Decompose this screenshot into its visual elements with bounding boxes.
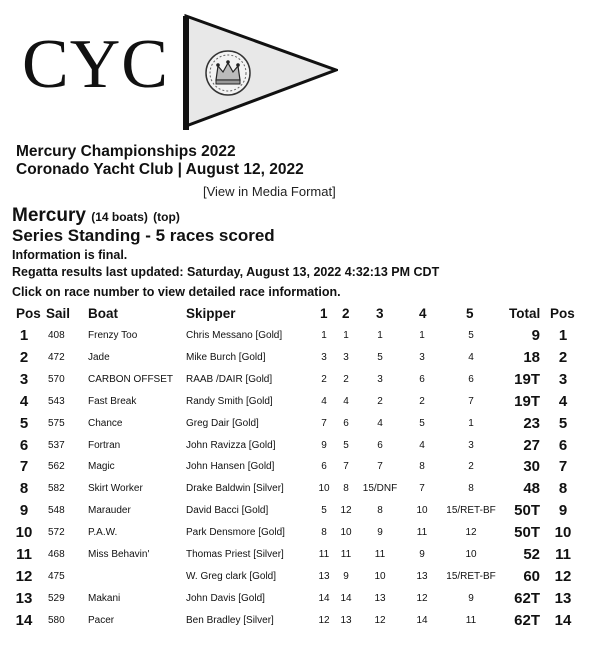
- row-skipper: Mike Burch [Gold]: [186, 351, 266, 363]
- row-race-2: 4: [343, 395, 349, 407]
- row-race-3: 11: [374, 549, 386, 560]
- row-total: 50T: [514, 502, 540, 520]
- row-skipper: David Bacci [Gold]: [186, 505, 269, 517]
- row-sail: 472: [48, 351, 65, 363]
- header-skipper: Skipper: [186, 306, 236, 321]
- row-pos: 12: [15, 567, 33, 585]
- row-sail: 582: [48, 483, 65, 495]
- row-boat: Fast Break: [88, 395, 137, 407]
- row-race-5: 2: [468, 461, 474, 473]
- row-race-1: 5: [321, 505, 327, 517]
- row-race-1: 11: [318, 549, 330, 560]
- row-race-2: 2: [343, 373, 349, 385]
- table-row: [0, 393, 592, 415]
- row-race-3: 15/DNF: [362, 483, 398, 495]
- table-row: [0, 524, 592, 546]
- table-row: [0, 415, 592, 437]
- row-pos: 4: [19, 392, 29, 410]
- row-race-5: 5: [468, 330, 474, 341]
- last-updated: Regatta results last updated: Saturday, August 13, 2022 4:32:13 PM CDT: [12, 265, 440, 279]
- row-sail: 537: [48, 439, 65, 451]
- header-total: Total: [509, 306, 541, 321]
- row-skipper: Thomas Priest [Silver]: [186, 549, 284, 560]
- row-sail: 529: [48, 592, 65, 604]
- fleet-boat-count: (14 boats): [91, 210, 148, 224]
- row-boat: Skirt Worker: [88, 483, 143, 495]
- header-pos: Pos: [16, 306, 41, 321]
- row-total-pos: 2: [558, 348, 568, 366]
- row-total: 62T: [514, 589, 540, 607]
- row-sail: 580: [48, 614, 65, 626]
- row-pos: 2: [19, 348, 29, 366]
- row-skipper: Chris Messano [Gold]: [186, 330, 283, 341]
- row-total: 60: [523, 567, 540, 585]
- row-race-2: 5: [343, 439, 349, 451]
- crown-emblem-icon: [206, 51, 250, 95]
- row-skipper: Randy Smith [Gold]: [186, 395, 273, 407]
- row-total: 30: [523, 458, 540, 476]
- row-total: 27: [523, 436, 540, 454]
- row-total: 52: [523, 546, 540, 563]
- row-race-5: 7: [468, 395, 474, 407]
- row-race-1: 7: [321, 417, 327, 429]
- row-pos: 10: [15, 524, 33, 542]
- row-boat: Pacer: [88, 614, 115, 626]
- row-race-2: 9: [343, 570, 349, 582]
- row-boat: Chance: [88, 417, 123, 429]
- row-race-4: 13: [416, 570, 428, 582]
- row-total: 19T: [514, 392, 540, 410]
- table-row: [0, 568, 592, 590]
- row-race-1: 4: [321, 395, 327, 407]
- row-race-5: 4: [468, 351, 474, 363]
- header-boat: Boat: [88, 306, 118, 321]
- row-race-1: 13: [318, 570, 330, 582]
- row-race-3: 13: [374, 592, 386, 604]
- row-race-2: 10: [340, 527, 352, 539]
- row-race-2: 12: [340, 505, 352, 517]
- fleet-heading: [12, 205, 180, 227]
- table-row: [0, 546, 592, 568]
- row-total: 50T: [514, 524, 540, 542]
- row-race-2: 8: [343, 483, 349, 495]
- row-boat: Miss Behavin': [88, 549, 150, 560]
- row-sail: 408: [48, 330, 65, 341]
- row-total: 18: [523, 348, 540, 366]
- row-race-4: 11: [416, 527, 428, 539]
- row-pos: 3: [19, 370, 29, 388]
- row-skipper: John Davis [Gold]: [186, 592, 265, 604]
- row-total: 9: [531, 327, 540, 344]
- row-sail: 475: [48, 570, 65, 582]
- table-row: [0, 458, 592, 480]
- row-boat: Frenzy Too: [88, 330, 138, 341]
- row-race-3: 5: [377, 351, 383, 363]
- row-race-5: 8: [468, 483, 474, 495]
- row-total-pos: 11: [555, 546, 571, 563]
- row-race-2: 7: [343, 461, 349, 473]
- row-race-5: 11: [465, 614, 477, 626]
- row-sail: 548: [48, 505, 65, 517]
- row-race-5: 10: [465, 549, 477, 560]
- header-total-pos: Pos: [550, 306, 575, 321]
- row-race-2: 11: [340, 549, 352, 560]
- header-sail: Sail: [46, 306, 71, 321]
- club-logo: [14, 8, 334, 128]
- row-pos: 13: [15, 589, 33, 607]
- row-total-pos: 14: [554, 611, 572, 629]
- row-total-pos: 13: [554, 589, 572, 607]
- row-pos: 9: [19, 502, 29, 520]
- header-race-2[interactable]: 2: [342, 306, 350, 321]
- row-boat: Makani: [88, 592, 121, 604]
- row-sail: 543: [48, 395, 65, 407]
- row-sail: 575: [48, 417, 65, 429]
- row-total: 62T: [514, 611, 540, 629]
- row-sail: 468: [48, 549, 65, 560]
- row-total-pos: 1: [558, 327, 568, 344]
- row-skipper: RAAB /DAIR [Gold]: [186, 373, 273, 385]
- row-race-1: 3: [321, 351, 327, 363]
- row-race-3: 7: [377, 461, 383, 473]
- row-race-1: 9: [321, 439, 327, 451]
- row-race-4: 2: [419, 395, 425, 407]
- row-boat: Fortran: [88, 439, 121, 451]
- row-race-2: 1: [343, 330, 349, 341]
- row-pos: 1: [19, 327, 29, 344]
- row-skipper: Park Densmore [Gold]: [186, 527, 285, 539]
- click-instructions: Click on race number to view detailed race information.: [12, 285, 341, 299]
- regatta-title: Mercury Championships 2022: [16, 143, 236, 160]
- row-race-4: 4: [419, 439, 425, 451]
- row-race-4: 14: [416, 614, 428, 626]
- row-race-4: 3: [419, 351, 425, 363]
- row-sail: 562: [48, 461, 65, 473]
- media-format-link[interactable]: [View in Media Format]: [203, 184, 336, 199]
- row-race-4: 10: [416, 505, 428, 517]
- row-total: 23: [523, 414, 540, 432]
- table-row: [0, 612, 592, 634]
- row-sail: 570: [48, 373, 65, 385]
- burgee-pennant-icon: [178, 8, 338, 133]
- top-link[interactable]: (top): [153, 210, 180, 224]
- row-race-1: 6: [321, 461, 327, 473]
- row-skipper: Ben Bradley [Silver]: [186, 614, 274, 626]
- row-race-2: 13: [340, 614, 352, 626]
- row-race-5: 6: [468, 373, 474, 385]
- row-pos: 11: [16, 546, 32, 563]
- table-row: [0, 480, 592, 502]
- table-row: [0, 437, 592, 459]
- row-skipper: Greg Dair [Gold]: [186, 417, 259, 429]
- table-row: [0, 502, 592, 524]
- row-total-pos: 5: [558, 414, 568, 432]
- table-row: [0, 371, 592, 393]
- row-pos: 8: [19, 480, 29, 498]
- row-race-2: 6: [343, 417, 349, 429]
- row-total-pos: 10: [554, 524, 572, 542]
- row-race-2: 14: [340, 592, 352, 604]
- row-boat: CARBON OFFSET: [88, 373, 174, 385]
- row-total-pos: 7: [558, 458, 568, 476]
- row-race-5: 15/RET-BF: [446, 570, 496, 582]
- header-race-3[interactable]: 3: [376, 306, 384, 321]
- header-race-1[interactable]: 1: [320, 306, 328, 321]
- row-race-1: 8: [321, 527, 327, 539]
- row-race-3: 2: [377, 395, 383, 407]
- row-race-4: 5: [419, 417, 425, 429]
- row-race-3: 3: [377, 373, 383, 385]
- row-pos: 6: [19, 436, 29, 454]
- regatta-subtitle: Coronado Yacht Club | August 12, 2022: [16, 161, 304, 178]
- row-race-3: 8: [377, 505, 383, 517]
- row-race-5: 1: [468, 417, 474, 429]
- row-total: 48: [523, 480, 540, 498]
- row-boat: Magic: [88, 461, 115, 473]
- row-total-pos: 9: [558, 502, 568, 520]
- row-race-2: 3: [343, 351, 349, 363]
- row-boat: Jade: [88, 351, 110, 363]
- row-skipper: John Hansen [Gold]: [186, 461, 275, 473]
- row-total-pos: 8: [558, 480, 568, 498]
- header-race-5[interactable]: 5: [466, 306, 474, 321]
- row-skipper: Drake Baldwin [Silver]: [186, 483, 284, 495]
- row-race-3: 10: [374, 570, 386, 582]
- row-pos: 5: [19, 414, 29, 432]
- row-sail: 572: [48, 527, 65, 539]
- row-race-1: 14: [318, 592, 330, 604]
- row-total-pos: 12: [554, 567, 572, 585]
- row-race-3: 12: [374, 614, 386, 626]
- row-race-5: 3: [468, 439, 474, 451]
- row-skipper: John Ravizza [Gold]: [186, 439, 276, 451]
- table-row: [0, 327, 592, 349]
- row-race-5: 15/RET-BF: [446, 505, 496, 517]
- header-race-4[interactable]: 4: [419, 306, 427, 321]
- table-row: [0, 349, 592, 371]
- row-race-1: 1: [321, 330, 327, 341]
- row-pos: 14: [15, 611, 33, 629]
- row-race-4: 12: [416, 592, 428, 604]
- row-race-1: 2: [321, 373, 327, 385]
- row-race-5: 12: [465, 527, 477, 539]
- final-notice: Information is final.: [12, 248, 128, 262]
- row-race-3: 6: [377, 439, 383, 451]
- row-race-4: 6: [419, 373, 425, 385]
- row-race-3: 9: [377, 527, 383, 539]
- row-boat: Marauder: [88, 505, 131, 517]
- row-race-5: 9: [468, 592, 474, 604]
- row-total-pos: 4: [558, 392, 568, 410]
- row-race-4: 9: [419, 549, 425, 560]
- table-row: [0, 590, 592, 612]
- club-logo-text: CYC: [22, 26, 169, 103]
- row-race-1: 12: [318, 614, 330, 626]
- row-race-3: 4: [377, 417, 383, 429]
- row-pos: 7: [19, 458, 29, 476]
- row-total: 19T: [514, 370, 540, 388]
- row-race-4: 7: [419, 483, 425, 495]
- row-total-pos: 3: [558, 370, 568, 388]
- row-race-4: 1: [419, 330, 425, 341]
- row-skipper: W. Greg clark [Gold]: [186, 570, 277, 582]
- row-race-1: 10: [318, 483, 330, 495]
- row-boat: P.A.W.: [88, 527, 118, 539]
- row-race-4: 8: [419, 461, 425, 473]
- fleet-name: Mercury: [12, 205, 86, 226]
- series-standing-heading: Series Standing - 5 races scored: [12, 226, 275, 245]
- row-total-pos: 6: [558, 436, 568, 454]
- row-race-3: 1: [377, 330, 383, 341]
